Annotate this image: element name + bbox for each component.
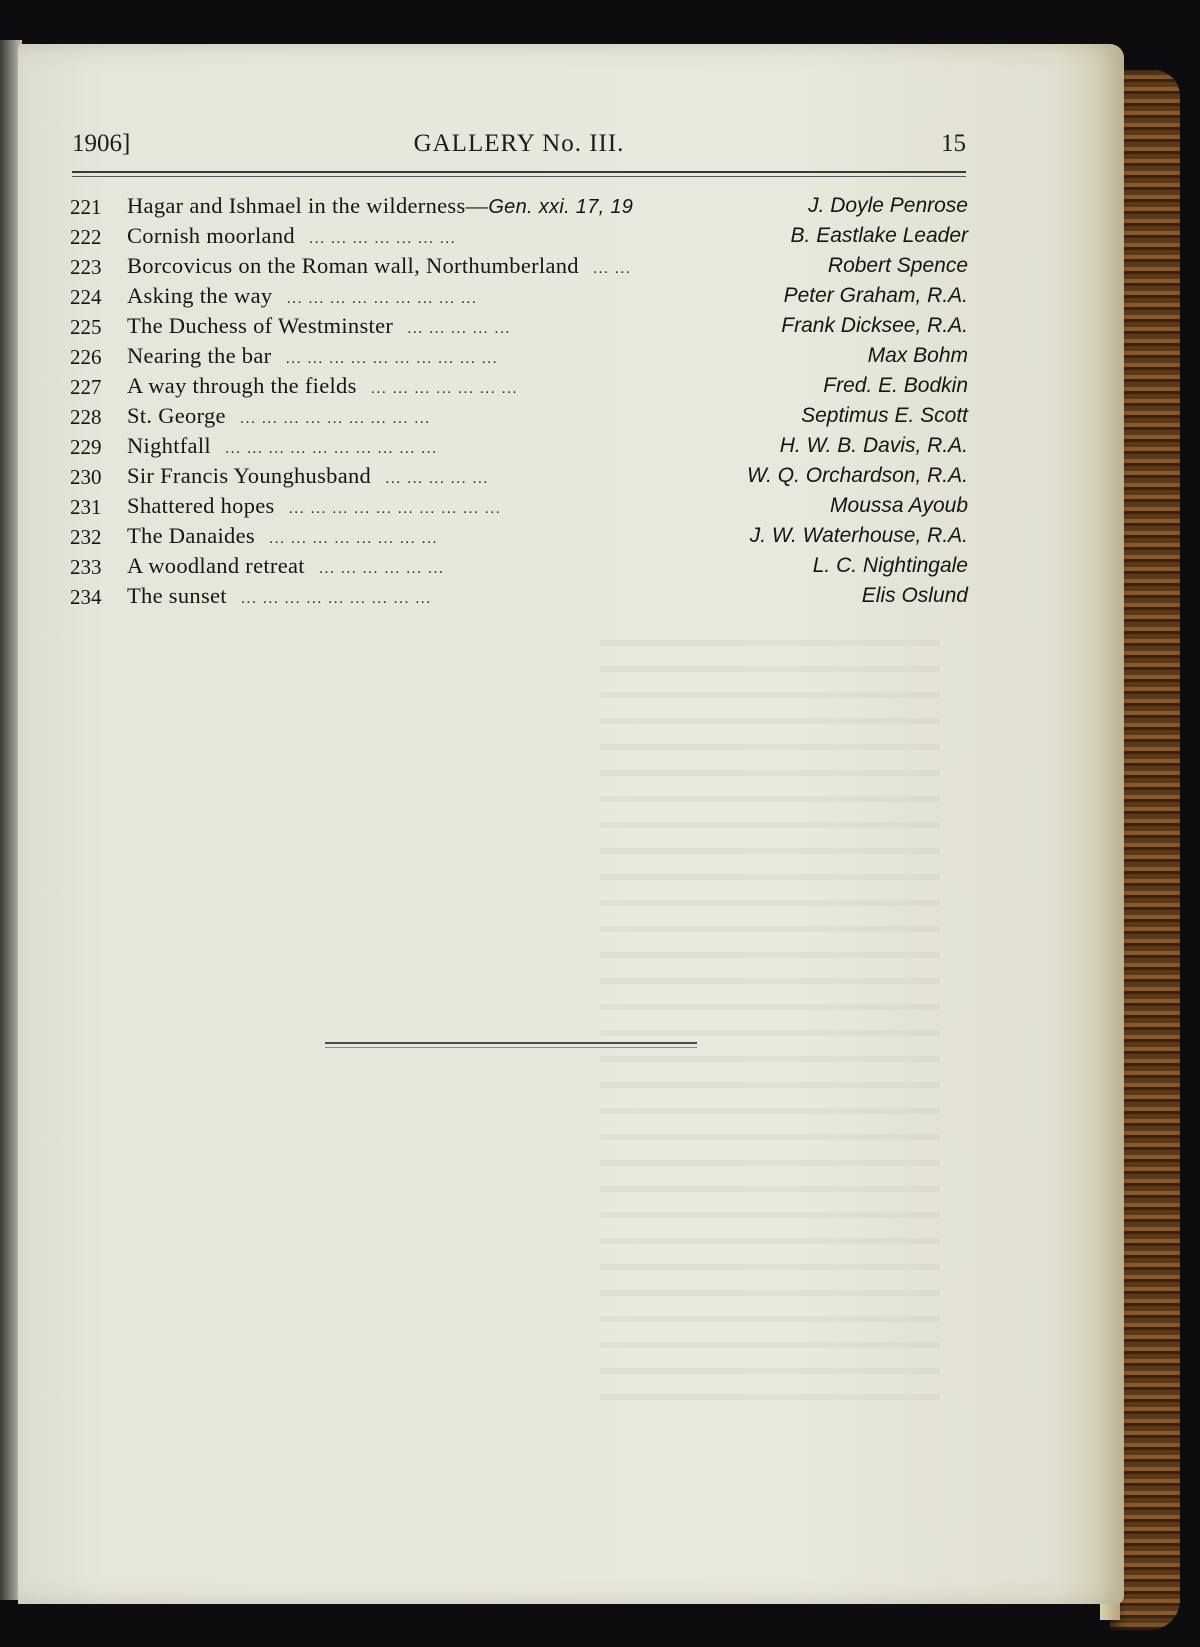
entry-title bbox=[127, 553, 444, 579]
catalogue-entry bbox=[70, 463, 968, 493]
show-through-text bbox=[600, 620, 940, 1420]
catalogue-entry bbox=[70, 553, 968, 583]
entry-title bbox=[127, 343, 498, 369]
entry-number: 229 bbox=[70, 435, 102, 459]
dot-leader: ... ... ... ... ... ... ... ... ... ... bbox=[224, 440, 438, 457]
entry-title-text: The Danaides bbox=[127, 523, 255, 548]
dot-leader: ... ... ... ... ... ... ... ... ... ... bbox=[288, 500, 501, 517]
entry-title bbox=[127, 523, 438, 549]
entry-title bbox=[127, 493, 501, 519]
entry-number: 231 bbox=[70, 495, 102, 519]
entry-title-text: A way through the fields bbox=[127, 373, 357, 398]
entry-number: 226 bbox=[70, 345, 102, 369]
catalogue-list bbox=[70, 193, 968, 613]
entry-artist: Robert Spence bbox=[827, 254, 968, 277]
catalogue-entry bbox=[70, 223, 968, 253]
catalogue-entry bbox=[70, 283, 968, 313]
entry-artist: J. W. Waterhouse, R.A. bbox=[749, 524, 968, 547]
entry-number: 223 bbox=[70, 255, 102, 279]
entry-number: 232 bbox=[70, 525, 102, 549]
entry-title-text: Nearing the bar bbox=[127, 343, 272, 368]
catalogue-entry bbox=[70, 373, 968, 403]
header-rule bbox=[72, 171, 966, 173]
closing-rule bbox=[325, 1042, 697, 1048]
header-year: 1906] bbox=[72, 130, 131, 157]
entry-title bbox=[127, 193, 633, 219]
entry-title bbox=[127, 283, 477, 309]
entry-title-text: Borcovicus on the Roman wall, Northumberland bbox=[127, 253, 579, 278]
entry-artist: B. Eastlake Leader bbox=[790, 224, 968, 247]
entry-number: 224 bbox=[70, 285, 102, 309]
dot-leader: ... ... ... ... ... bbox=[407, 320, 511, 337]
entry-title-text: Nightfall bbox=[127, 433, 211, 458]
dot-leader: ... ... ... ... ... ... ... ... ... bbox=[239, 410, 431, 427]
dot-leader: ... ... ... ... ... ... bbox=[318, 560, 445, 577]
entry-number: 221 bbox=[70, 195, 102, 219]
entry-title-text: Asking the way bbox=[127, 283, 273, 308]
entry-title-text: Sir Francis Younghusband bbox=[127, 463, 372, 488]
dot-leader: ... ... ... ... ... ... ... ... ... ... bbox=[285, 350, 498, 367]
entry-number: 234 bbox=[70, 585, 102, 609]
dot-leader: ... ... ... ... ... ... ... bbox=[370, 380, 518, 397]
catalogue-entry bbox=[70, 523, 968, 553]
entry-title-text: The Duchess of Westminster bbox=[127, 313, 394, 338]
entry-artist: Fred. E. Bodkin bbox=[823, 374, 968, 397]
entry-title-text: A woodland retreat bbox=[127, 553, 305, 578]
entry-title-text: Cornish moorland bbox=[127, 223, 295, 248]
entry-number: 233 bbox=[70, 555, 102, 579]
entry-title bbox=[127, 373, 518, 399]
entry-artist: Max Bohm bbox=[867, 344, 968, 367]
dot-leader: ... ... bbox=[592, 260, 631, 277]
dot-leader: ... ... ... ... ... ... ... ... ... bbox=[286, 290, 478, 307]
entry-artist: Elis Oslund bbox=[861, 584, 968, 607]
entry-artist: L. C. Nightingale bbox=[812, 554, 968, 577]
entry-title bbox=[127, 223, 456, 249]
catalogue-entry bbox=[70, 583, 968, 613]
header-page-number: 15 bbox=[941, 130, 966, 157]
entry-artist: W. Q. Orchardson, R.A. bbox=[747, 464, 968, 487]
catalogue-entry bbox=[70, 193, 968, 223]
running-header bbox=[72, 130, 966, 166]
entry-artist: J. Doyle Penrose bbox=[808, 194, 968, 217]
entry-title bbox=[127, 583, 431, 609]
dot-leader: ... ... ... ... ... ... ... ... ... bbox=[240, 590, 432, 607]
entry-title bbox=[127, 403, 430, 429]
entry-title bbox=[127, 463, 489, 489]
dot-leader: ... ... ... ... ... ... ... bbox=[308, 230, 456, 247]
catalogue-entry bbox=[70, 313, 968, 343]
entry-title-text: St. George bbox=[127, 403, 226, 428]
entry-title-text: Shattered hopes bbox=[127, 493, 275, 518]
entry-artist: H. W. B. Davis, R.A. bbox=[779, 434, 968, 457]
header-rule-thin bbox=[72, 176, 966, 177]
entry-artist: Peter Graham, R.A. bbox=[783, 284, 968, 307]
catalogue-entry bbox=[70, 253, 968, 283]
entry-number: 227 bbox=[70, 375, 102, 399]
catalogue-entry bbox=[70, 493, 968, 523]
entry-reference: Gen. xxi. 17, 19 bbox=[488, 196, 634, 218]
catalogue-entry bbox=[70, 343, 968, 373]
entry-number: 228 bbox=[70, 405, 102, 429]
entry-artist: Moussa Ayoub bbox=[830, 494, 968, 517]
entry-number: 225 bbox=[70, 315, 102, 339]
entry-title bbox=[127, 253, 631, 279]
header-title: GALLERY No. III. bbox=[413, 130, 625, 157]
dot-leader: ... ... ... ... ... ... ... ... bbox=[268, 530, 438, 547]
catalogue-entry bbox=[70, 433, 968, 463]
entry-artist: Septimus E. Scott bbox=[801, 404, 968, 427]
dot-leader: ... ... ... ... ... bbox=[385, 470, 489, 487]
entry-title bbox=[127, 313, 511, 339]
entry-title-text: The sunset bbox=[127, 583, 227, 608]
entry-artist: Frank Dicksee, R.A. bbox=[781, 314, 968, 337]
catalogue-entry bbox=[70, 403, 968, 433]
entry-number: 222 bbox=[70, 225, 102, 249]
entry-title-text: Hagar and Ishmael in the wilderness— bbox=[127, 193, 489, 218]
entry-number: 230 bbox=[70, 465, 102, 489]
entry-title bbox=[127, 433, 437, 459]
